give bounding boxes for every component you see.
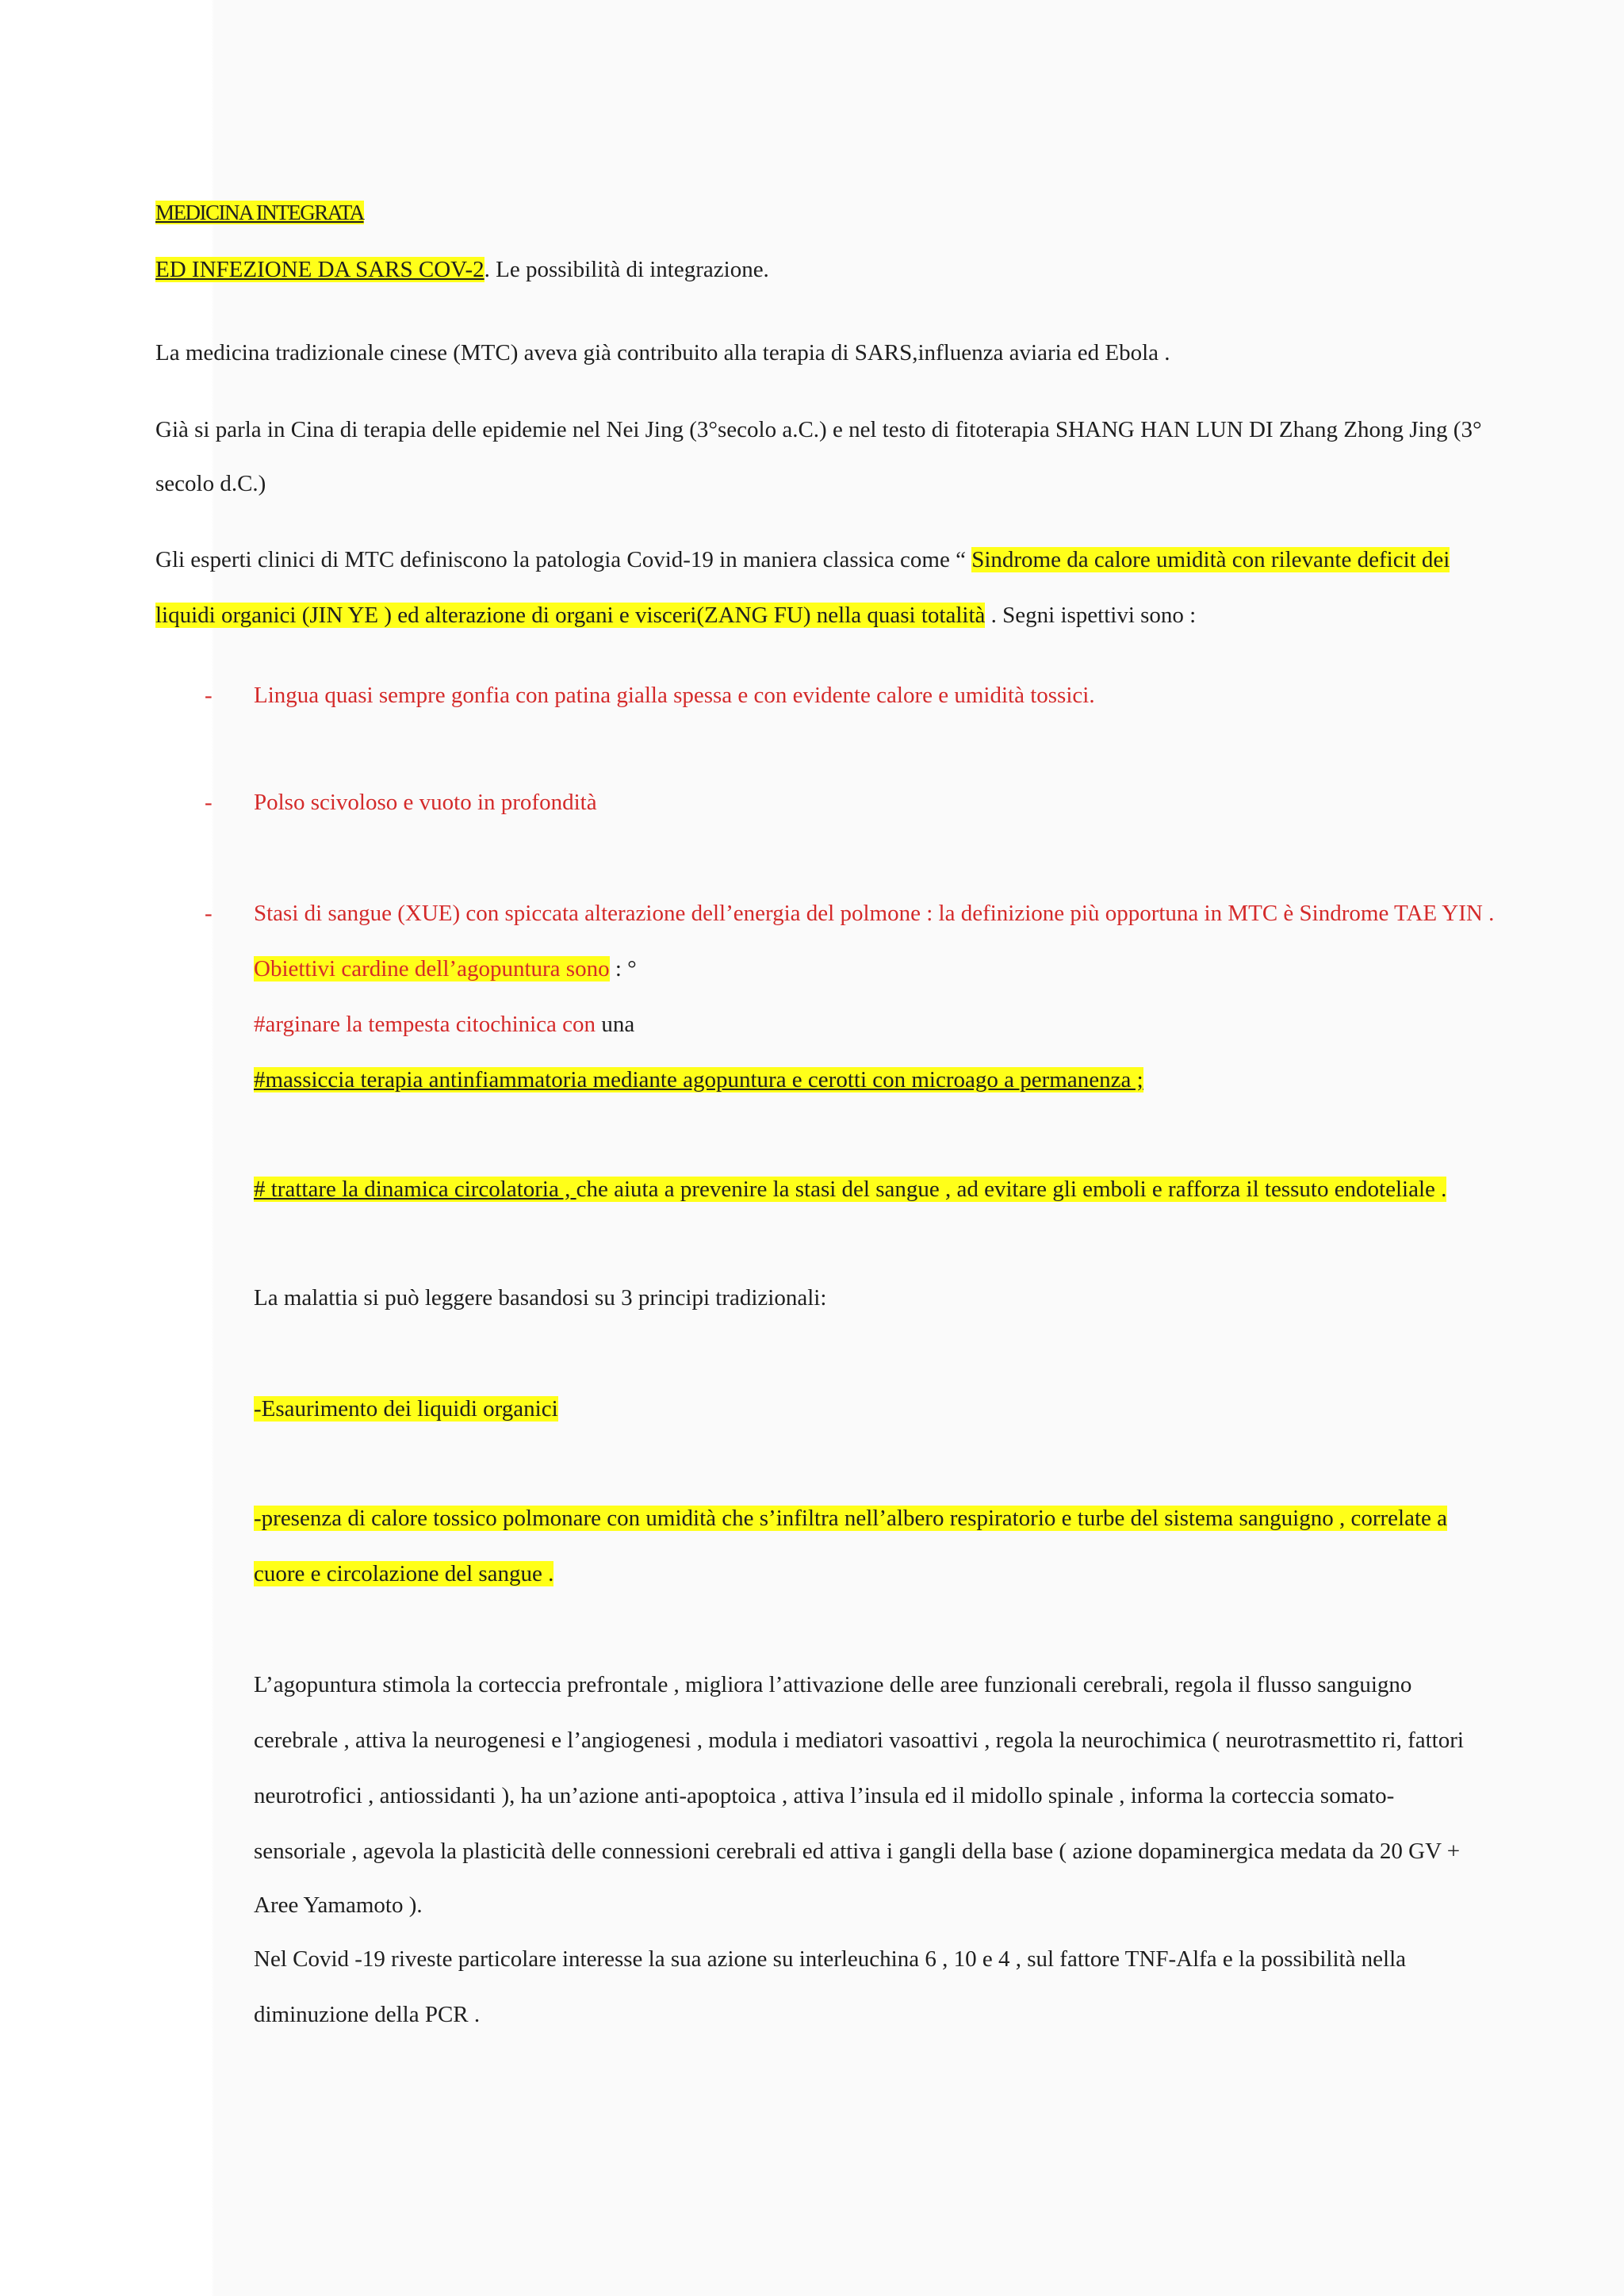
trattare-rest: che aiuta a prevenire la stasi del sangue , ad evitare gli emboli e rafforza il tessuto endoteliale . [576, 1177, 1447, 1202]
esaurimento-line [254, 1391, 558, 1426]
arginare-line [254, 1007, 634, 1042]
bullet-item-3: Stasi di sangue (XUE) con spiccata alterazione dell’energia del polmone : la definizione più opportuna in MTC è Sindrome TAE YIN . [254, 901, 1495, 926]
bullet-dash-1: - [205, 683, 213, 708]
doc-subtitle-highlight: ED INFEZIONE DA SARS COV-2 [155, 257, 485, 282]
paragraph-3-highlight-1: Sindrome da calore umidità con rilevante deficit dei [971, 547, 1450, 572]
doc-title [155, 195, 364, 230]
objectives-highlight: Obiettivi cardine dell’agopuntura sono [254, 956, 610, 982]
massiccia-line [254, 1062, 1143, 1097]
covid-line-2: diminuzione della PCR . [254, 2002, 481, 2027]
paragraph-3-rest: . Segni ispettivi sono : [985, 603, 1197, 628]
paragraph-3-intro: Gli esperti clinici di MTC definiscono la patologia Covid-19 in maniera classica come “ [155, 547, 972, 572]
doc-subtitle-rest: . Le possibilità di integrazione. [484, 257, 769, 282]
covid-line-1: Nel Covid -19 riveste particolare interesse la sua azione su interleuchina 6 , 10 e 4 , sul fattore TNF-Alfa e la possibilità nella [254, 1946, 1407, 1972]
paragraph-3-highlight-2: liquidi organici (JIN YE ) ed alterazione di organi e visceri(ZANG FU) nella quasi totalità [155, 603, 986, 628]
arginare-text: #arginare la tempesta citochinica con [254, 1012, 596, 1037]
presenza-text-1: -presenza di calore tossico polmonare con umidità che s’infiltra nell’albero respiratorio e turbe del sistema sanguigno , correlate a [254, 1506, 1448, 1531]
paragraph-3-line-1 [155, 542, 1450, 577]
presenza-text-2: cuore e circolazione del sangue . [254, 1561, 554, 1586]
bullet-dash-3: - [205, 901, 213, 926]
paragraph-1: La medicina tradizionale cinese (MTC) aveva già contribuito alla terapia di SARS,influenza aviaria ed Ebola . [155, 340, 1170, 365]
trattare-underlined: # trattare la dinamica circolatoria , [254, 1177, 576, 1202]
bullet-item-1: Lingua quasi sempre gonfia con patina gialla spessa e con evidente calore e umidità tossici. [254, 683, 1095, 708]
agopuntura-line-4: sensoriale , agevola la plasticità delle connessioni cerebrali ed attiva i gangli della base ( azione dopaminergica medata da 20 GV + [254, 1839, 1461, 1864]
paragraph-2-line-1: Già si parla in Cina di terapia delle epidemie nel Nei Jing (3°secolo a.C.) e nel testo di fitoterapia SHANG HAN LUN DI Zhang Zhong Jing (3° [155, 417, 1482, 442]
paragraph-3-line-2 [155, 598, 1196, 633]
paragraph-2-line-2: secolo d.C.) [155, 471, 266, 496]
agopuntura-line-2: cerebrale , attiva la neurogenesi e l’angiogenesi , modula i mediatori vasoattivi , regola la neurochimica ( neurotrasmettito ri, fattori [254, 1728, 1464, 1753]
objectives-line [254, 951, 637, 986]
bullet-item-2: Polso scivoloso e vuoto in profondità [254, 790, 597, 815]
objectives-rest: : ° [609, 956, 637, 982]
bullet-dash-2: - [205, 790, 213, 815]
agopuntura-line-1: L’agopuntura stimola la corteccia prefrontale , migliora l’attivazione delle aree funzionali cerebrali, regola il flusso sanguigno [254, 1672, 1412, 1697]
agopuntura-line-5: Aree Yamamoto ). [254, 1892, 423, 1918]
esaurimento-text: -Esaurimento dei liquidi organici [254, 1396, 558, 1422]
massiccia-text: #massiccia terapia antinfiammatoria mediante agopuntura e cerotti con microago a permanenza ; [254, 1067, 1143, 1093]
agopuntura-line-3: neurotrofici , antiossidanti ), ha un’azione anti-apoptoica , attiva l’insula ed il midollo spinale , informa la corteccia somato- [254, 1783, 1395, 1808]
trattare-line [254, 1172, 1446, 1207]
malattia-line: La malattia si può leggere basandosi su 3 principi tradizionali: [254, 1285, 827, 1311]
presenza-line-1 [254, 1501, 1447, 1536]
arginare-rest: una [596, 1012, 635, 1037]
doc-title-text: MEDICINA INTEGRATA [155, 201, 364, 224]
doc-subtitle [155, 252, 769, 287]
presenza-line-2 [254, 1556, 553, 1591]
